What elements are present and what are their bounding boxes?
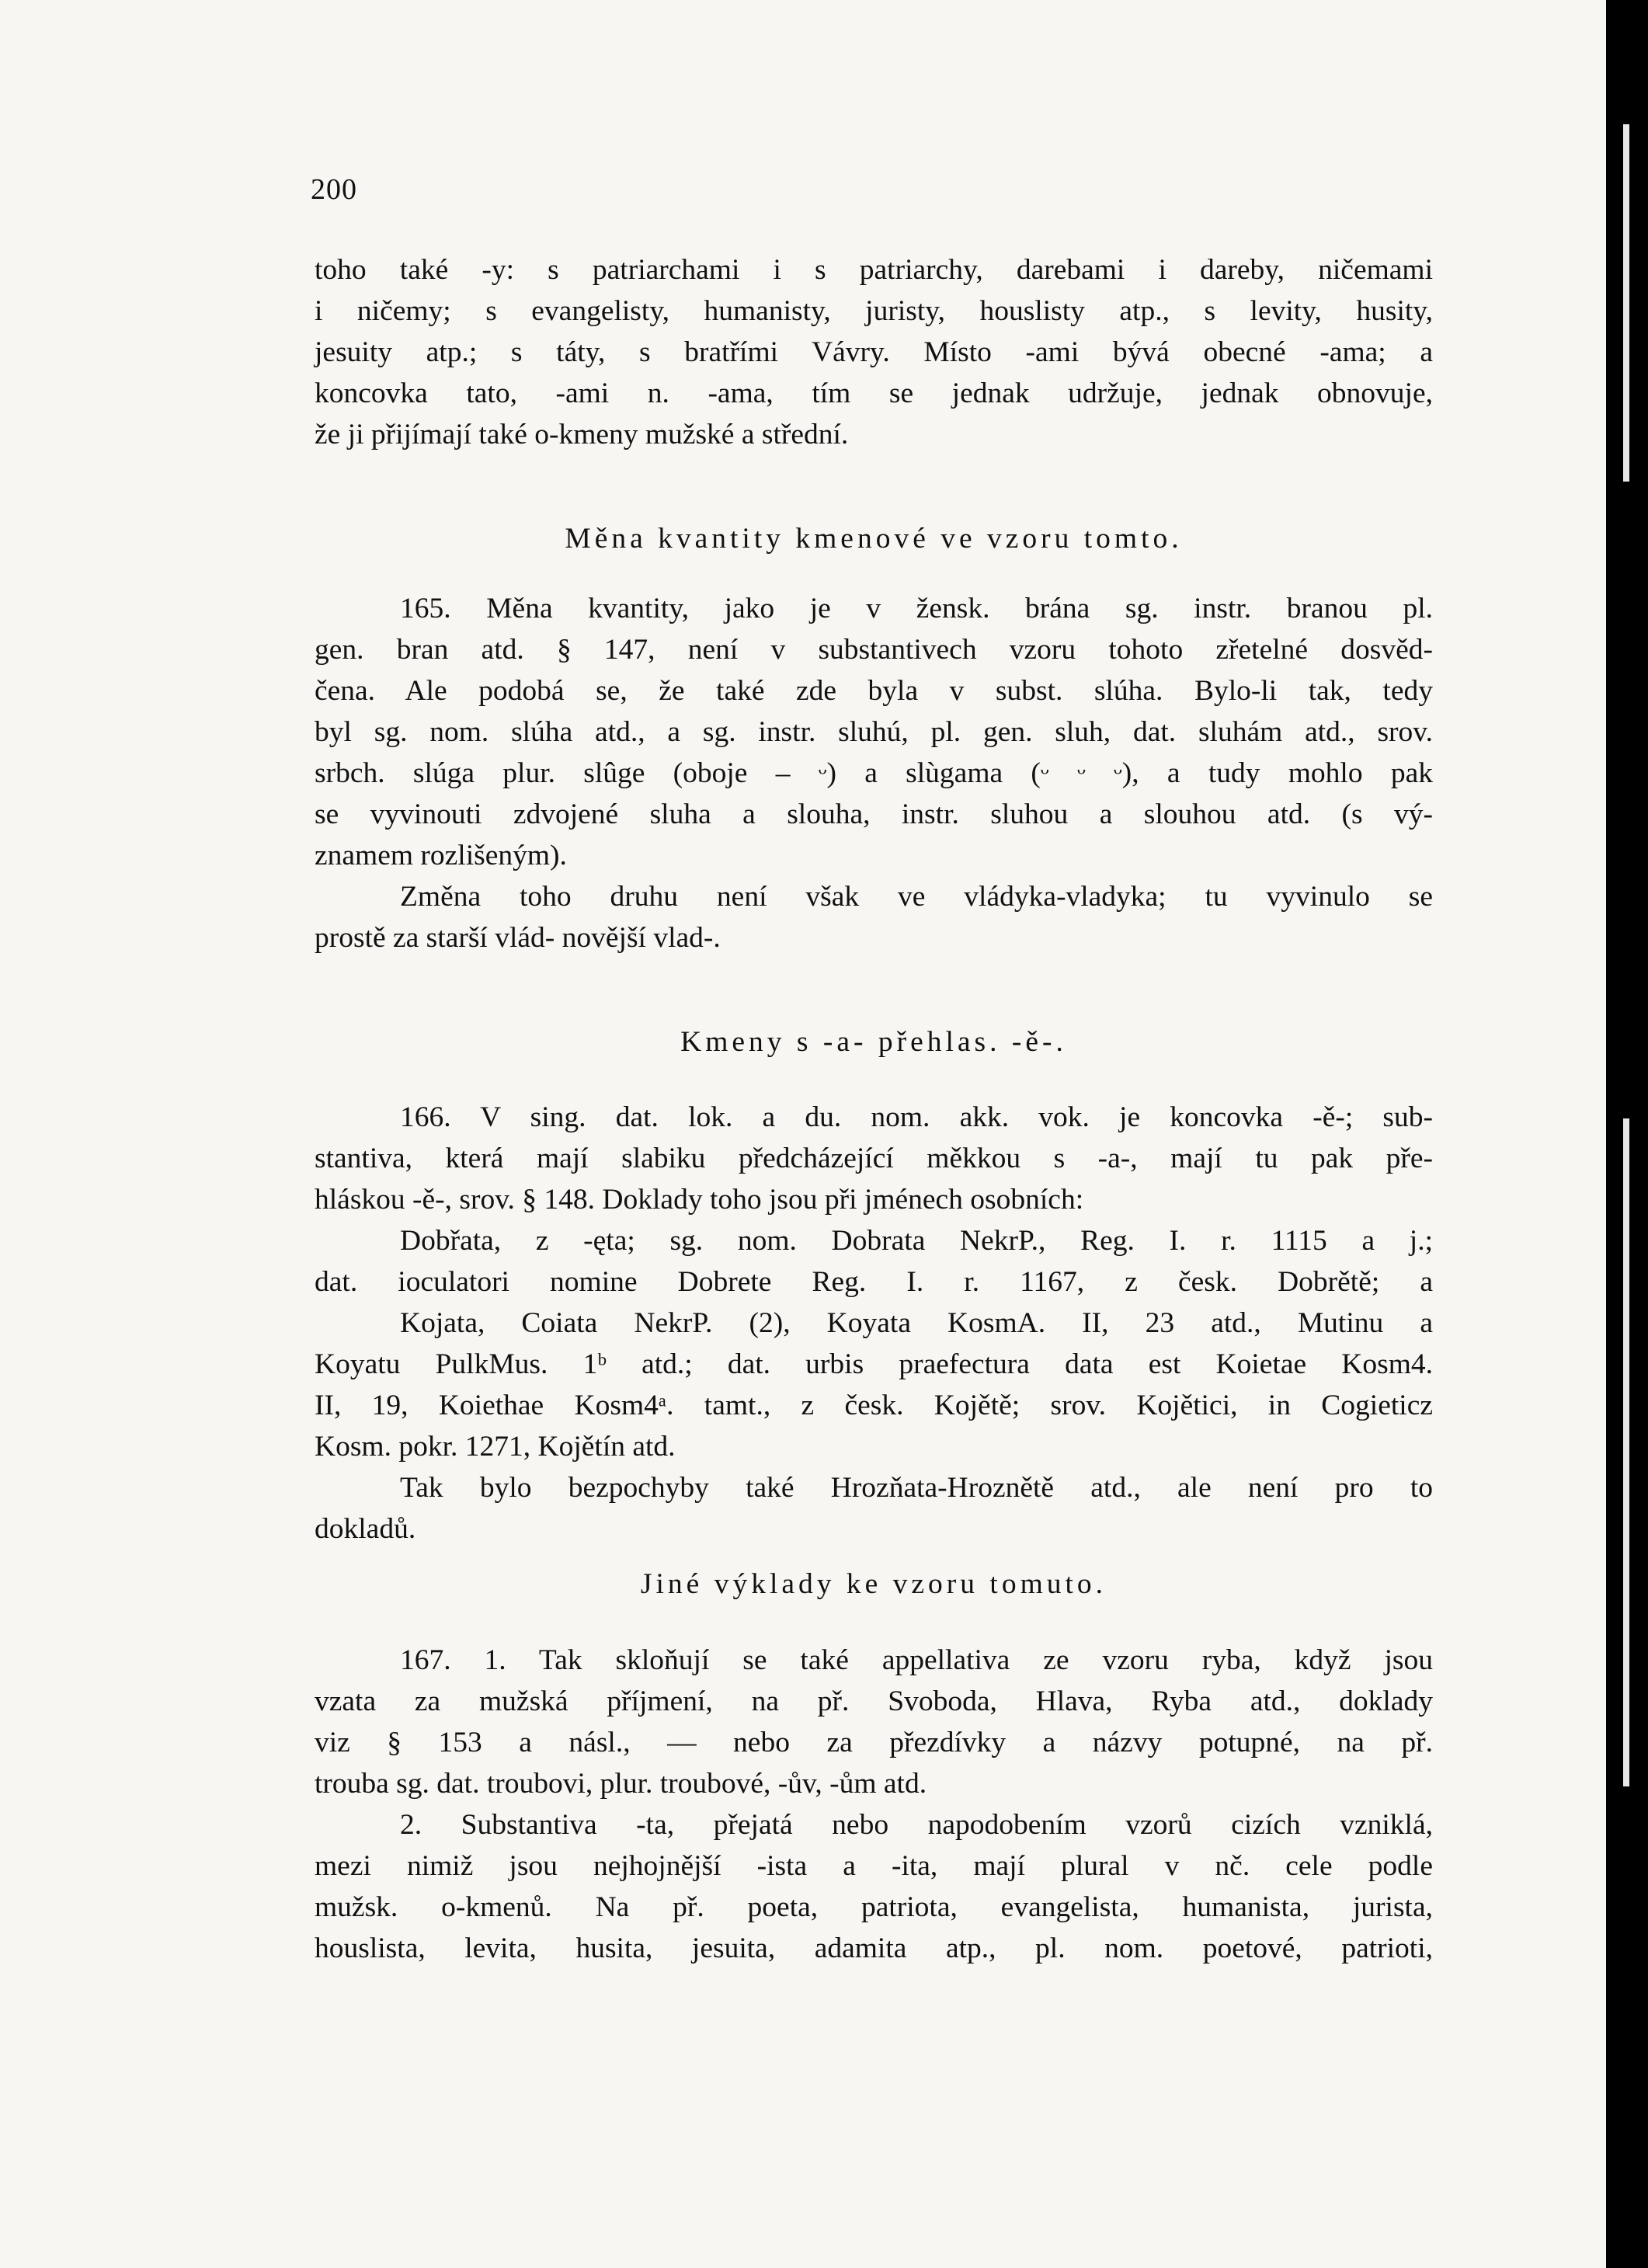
text-line: hláskou -ě-, srov. § 148. Doklady toho jsou při jménech osobních:: [315, 1184, 1084, 1216]
section-heading: Jiné výklady ke vzoru tomuto.: [640, 1568, 1107, 1600]
text-line: viz § 153 a násl., — nebo za přezdívky a názvy potupné, na př.: [315, 1727, 1433, 1758]
text-line: Změna toho druhu není však ve vládyka-vladyka; tu vyvinulo se: [400, 881, 1433, 913]
text-line: 165. Měna kvantity, jako je v žensk. brána sg. instr. branou pl.: [400, 593, 1433, 624]
page-number: 200: [311, 173, 357, 206]
text-line: gen. bran atd. § 147, není v substantivech vzoru tohoto zřetelné dosvěd-: [315, 634, 1433, 666]
text-line: dokladů.: [315, 1513, 416, 1545]
text-line: byl sg. nom. slúha atd., a sg. instr. sluhú, pl. gen. sluh, dat. sluhám atd., srov.: [315, 716, 1433, 748]
edge-highlight: [1623, 124, 1629, 482]
text-line: 167. 1. Tak skloňují se také appellativa ze vzoru ryba, když jsou: [400, 1644, 1433, 1676]
text-line: koncovka tato, -ami n. -ama, tím se jednak udržuje, jednak obnovuje,: [315, 377, 1433, 409]
text-line: vzata za mužská příjmení, na př. Svoboda, Hlava, Ryba atd., doklady: [315, 1685, 1433, 1717]
text-line: prostě za starší vlád- novější vlad-.: [315, 922, 721, 954]
section-heading: Kmeny s -a- přehlas. -ě-.: [680, 1026, 1067, 1058]
edge-highlight: [1623, 1118, 1629, 1786]
text-line: se vyvinouti zdvojené sluha a slouha, instr. sluhou a slouhou atd. (s vý-: [315, 798, 1433, 830]
text-line: srbch. slúga plur. slûge (oboje – ᵕ) a slùgama (ᵕ ᵕ ᵕ), a tudy mohlo pak: [315, 757, 1433, 789]
text-line: znamem rozlišeným).: [315, 840, 567, 871]
text-line: Tak bylo bezpochyby také Hrozňata-Hroznětě atd., ale není pro to: [400, 1472, 1433, 1504]
section-heading: Měna kvantity kmenové ve vzoru tomto.: [565, 523, 1183, 555]
text-line: trouba sg. dat. troubovi, plur. troubové, -ův, -ům atd.: [315, 1768, 927, 1800]
text-line: Kojata, Coiata NekrP. (2), Koyata KosmA. II, 23 atd., Mutinu a: [400, 1307, 1433, 1339]
text-line: Dobřata, z -ęta; sg. nom. Dobrata NekrP., Reg. I. r. 1115 a j.;: [400, 1225, 1433, 1257]
text-line: 2. Substantiva -ta, přejatá nebo napodobením vzorů cizích vzniklá,: [400, 1809, 1433, 1841]
text-line: dat. ioculatori nomine Dobrete Reg. I. r. 1167, z česk. Dobrětě; a: [315, 1266, 1433, 1298]
text-line: čena. Ale podobá se, že také zde byla v subst. slúha. Bylo-li tak, tedy: [315, 675, 1433, 707]
text-line: stantiva, která mají slabiku předcházející měkkou s -a-, mají tu pak pře-: [315, 1143, 1433, 1174]
text-line: mezi nimiž jsou nejhojnější -ista a -ita, mají plural v nč. cele podle: [315, 1850, 1433, 1882]
text-line: toho také -y: s patriarchami i s patriarchy, darebami i dareby, ničemami: [315, 254, 1433, 286]
text-line: houslista, levita, husita, jesuita, adamita atp., pl. nom. poetové, patrioti,: [315, 1932, 1433, 1964]
scan-edge: [1606, 0, 1648, 2268]
text-line: že ji přijímají také o-kmeny mužské a střední.: [315, 419, 849, 450]
text-line: jesuity atp.; s táty, s bratřími Vávry. Místo -ami bývá obecné -ama; a: [315, 336, 1433, 368]
text-line: II, 19, Koiethae Kosm4ᵃ. tamt., z česk. Kojětě; srov. Kojětici, in Cogieticz: [315, 1390, 1433, 1421]
text-line: mužsk. o-kmenů. Na př. poeta, patriota, evangelista, humanista, jurista,: [315, 1891, 1433, 1923]
text-line: i ničemy; s evangelisty, humanisty, juristy, houslisty atp., s levity, husity,: [315, 295, 1433, 327]
text-line: Koyatu PulkMus. 1ᵇ atd.; dat. urbis praefectura data est Koietae Kosm4.: [315, 1348, 1433, 1380]
text-line: 166. V sing. dat. lok. a du. nom. akk. vok. je koncovka -ě-; sub-: [400, 1101, 1433, 1133]
text-line: Kosm. pokr. 1271, Kojětín atd.: [315, 1431, 676, 1463]
